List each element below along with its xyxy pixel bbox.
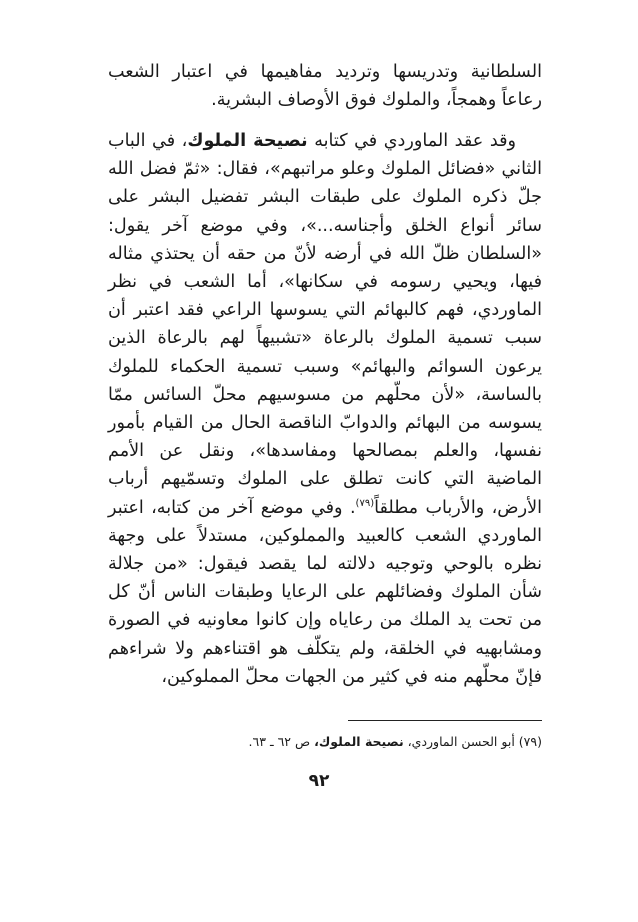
footnote-divider bbox=[348, 720, 542, 721]
footnote-marker: (٧٩) bbox=[355, 497, 375, 509]
paragraph-text: السلطانية وتدريسها وترديد مفاهيمها في اعتبار الشعب رعاعاً وهمجاً، والملوك فوق الأوصاف البشرية. bbox=[108, 62, 542, 111]
paragraph-body: ، في الباب الثاني «فضائل الملوك وعلو مراتبهم»، فقال: «ثمّ فضل الله جلّ ذكره الملوك على طبقات البشر تفضيل البشر على سائر أنواع الخلق وأجناسه...»، وفي موضع آخر يقول: «السلطان ظلّ الله في أرضه لأنّ من حقه أن يحتذي مثاله فيها، ويحيي رسومه في سكانها»، أما الشعب في نظر الماوردي، فهم كالبهائم التي يسوسها الراعي فقد اعتبر أن سبب تسمية الملوك بالرعاة «تشبيهاً لهم بالرعاة الذين يرعون السوائم والبهائم» وسبب تسمية الحكماء للملوك بالساسة، «لأن محلّهم من مسوسيهم محلّ السائس ممّا يسوسه من البهائم والدوابّ الناقصة الحال من القيام بأمور نفسها، والعلم بمصالحها ومفاسدها»، ونقل عن الأمم الماضية التي كانت تطلق على الملوك وتسمّيهم أرباب الأرض، والأرباب مطلقاً bbox=[108, 131, 542, 518]
paragraph-intro: وقد عقد الماوردي في كتابه bbox=[314, 131, 516, 151]
footnote-number: (٧٩) bbox=[518, 734, 542, 749]
book-title: نصيحة الملوك bbox=[187, 131, 308, 151]
footnote bbox=[108, 733, 542, 751]
paragraph-main bbox=[108, 127, 542, 691]
footnote-pages: ص ٦٢ ـ ٦٣. bbox=[248, 734, 311, 749]
paragraph-continued bbox=[108, 58, 542, 114]
paragraph-body-continued: . وفي موضع آخر من كتابه، اعتبر الماوردي الشعب كالعبيد والمملوكين، مستدلاً على وجهة نظره بالوحي وتوجيه دلالته لما يقصد فيقول: «من جلالة شأن الملوك وفضائلهم على الرعايا وطبقات الناس أنّ كل من تحت يد الملك من رعاياه وإن كانوا معاونيه في الصورة ومشابهيه في الخلقة، ولم يتكلّف هو اقتناءهم ولا شراءهم فإنّ محلّهم منه في كثير من الجهات محلّ المملوكين، bbox=[108, 497, 542, 687]
footnote-book-title: نصيحة الملوك، bbox=[314, 734, 404, 749]
footnote-author: أبو الحسن الماوردي، bbox=[407, 734, 515, 749]
page-number: ٩٢ bbox=[308, 771, 330, 791]
